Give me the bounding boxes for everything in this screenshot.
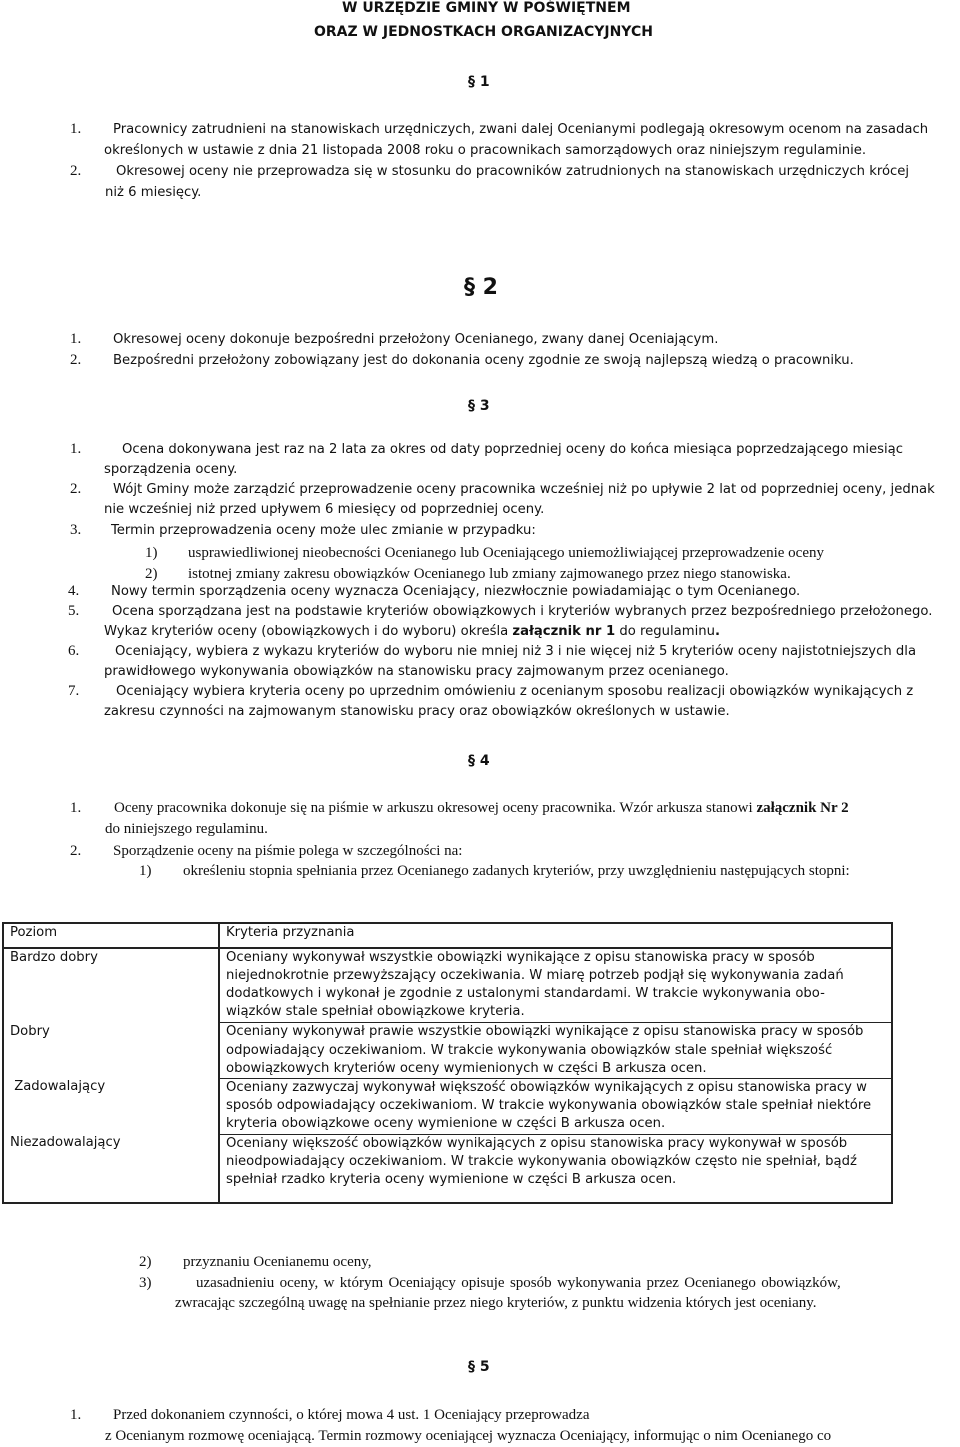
s2-p2: Bezpośredni przełożony zobowiązany jest do dokonania oceny zgodnie ze swoją najlepszą wiedzą o pracowniku. (113, 353, 854, 368)
s4-p1-number: 1. (70, 800, 82, 816)
criteria-line: nieodpowiadający oczekiwaniom. W trakcie wykonywania obowiązków często nie spełniał, bądź (226, 1153, 857, 1169)
s3-p3-item-2-number: 2) (145, 566, 158, 582)
s4-p2-number: 2. (70, 843, 82, 859)
criteria-line: Oceniany większość obowiązków wynikających z opisu stanowiska pracy wykonywał w sposób (226, 1135, 848, 1151)
criteria-line: Oceniany wykonywał wszystkie obowiązki wynikające z opisu stanowiska pracy w sposób (226, 949, 815, 965)
criteria-line: spełniał rzadko kryteria oceny wymienione w części B arkusza ocen. (226, 1171, 677, 1187)
document-heading-line-1: W URZĘDZIE GMINY W POŚWIĘTNEM (342, 0, 631, 16)
s3-p1-number: 1. (70, 441, 82, 457)
s3-p5-number: 5. (68, 603, 80, 619)
criteria-cell (219, 1134, 892, 1203)
table-row (3, 1078, 892, 1134)
s3-p3-number: 3. (70, 522, 82, 538)
criteria-line: obowiązkowych kryteriów oceny wymienionych w części B arkusza ocen. (226, 1060, 707, 1076)
criteria-cell (219, 1023, 892, 1079)
s3-p2-line-2: nie wcześniej niż przed upływem 6 miesięcy od poprzedniej oceny. (104, 502, 545, 517)
s4-p2-item-3-line-1: uzasadnieniu oceny, w którym Oceniający opisuje sposób wykonywania przez Ocenianego obowiązków, (196, 1275, 841, 1291)
criteria-line: Oceniany zazwyczaj wykonywał większość obowiązków wynikających z opisu stanowiska pracy w (226, 1079, 867, 1095)
col-header-level: Poziom (3, 923, 219, 948)
criteria-line: wiązków stale spełniał obowiązkowe kryteria. (226, 1004, 525, 1020)
section-5-title: § 5 (468, 1359, 490, 1375)
s3-p5-line-2-dot: . (714, 624, 720, 639)
s2-p1: Okresowej oceny dokonuje bezpośredni przełożony Ocenianego, zwany danej Oceniającym. (113, 332, 719, 347)
s4-p2-item-3-line-2: zwracając szczególną uwagę na spełnianie przez niego kryteriów, z punktu widzenia których jest oceniany. (175, 1295, 817, 1311)
s4-p2-item-2: przyznaniu Ocenianemu oceny, (183, 1254, 372, 1270)
level-cell: Zadowalający (3, 1078, 219, 1134)
criteria-line: sposób odpowiadający oczekiwaniom. W trakcie wykonywania obowiązków stale spełniał niektóre (226, 1098, 872, 1114)
s3-p5-line-2-text: Wykaz kryteriów oceny (obowiązkowych i do wyboru) określa (104, 624, 513, 639)
table-header-row (3, 923, 892, 948)
s2-p2-number: 2. (70, 352, 82, 368)
s5-p1-line-1: Przed dokonaniem czynności, o której mowa 4 ust. 1 Oceniający przeprowadza (113, 1407, 590, 1423)
s1-p1-line-1: Pracownicy zatrudnieni na stanowiskach urzędniczych, zwani dalej Ocenianymi podlegają okresowym ocenom na zasadach (113, 122, 929, 137)
s4-p1-line-1 (114, 800, 849, 817)
s3-p2-number: 2. (70, 481, 82, 497)
s4-p1-line-1-text: Oceny pracownika dokonuje się na piśmie w arkuszu okresowej oceny pracownika. Wzór arkusza stanowi (114, 800, 757, 816)
s3-p6-line-2: prawidłowego wykonywania obowiązków na stanowisku pracy zajmowanym przez ocenianego. (104, 664, 729, 679)
s3-p2-line-1: Wójt Gminy może zarządzić przeprowadzenie oceny pracownika wcześniej niż po upływie 2 lat od poprzedniej oceny, jednak (113, 482, 935, 497)
s3-p6-line-1: Oceniający, wybiera z wykazu kryteriów do wyboru nie mniej niż 3 i nie więcej niż 5 kryteriów oceny najistotniejszych dla (115, 644, 917, 659)
table-row (3, 948, 892, 1023)
s1-p1-line-2: określonych w ustawie z dnia 21 listopada 2008 roku o pracownikach samorządowych oraz niniejszym regulaminie. (104, 143, 867, 158)
s4-p2-item-3-number: 3) (139, 1275, 152, 1291)
s3-p7-line-1: Oceniający wybiera kryteria oceny po uprzednim omówieniu z ocenianym sposobu realizacji obowiązków wynikających z (116, 684, 914, 699)
s5-p1-number: 1. (70, 1407, 82, 1423)
s4-p2-item-2-number: 2) (139, 1254, 152, 1270)
s3-p1-line-2: sporządzenia oceny. (104, 462, 238, 477)
table-row (3, 1134, 892, 1203)
s5-p1-line-2: z Ocenianym rozmowę oceniającą. Termin rozmowy oceniającej wyznacza Oceniający, informując o nim Ocenianego co (105, 1428, 832, 1444)
criteria-line: niejednokrotnie przewyższający oczekiwania. W miarę potrzeb podjął się wykonywania zadań (226, 968, 844, 984)
s3-p3-item-1: usprawiedliwionej nieobecności Ocenianego lub Oceniającego uniemożliwiającej przeprowadzenie oceny (188, 545, 824, 561)
col-header-criteria: Kryteria przyznania (219, 923, 892, 948)
s3-p7-number: 7. (68, 683, 80, 699)
s4-p2: Sporządzenie oceny na piśmie polega w szczególności na: (113, 843, 463, 859)
s3-p6-number: 6. (68, 643, 80, 659)
s2-p1-number: 1. (70, 331, 82, 347)
s3-p4-number: 4. (68, 583, 80, 599)
criteria-line: dodatkowych i wykonał je zgodnie z ustalonymi standardami. W trakcie wykonywania obo- (226, 986, 825, 1002)
criteria-cell (219, 1078, 892, 1134)
section-4-title: § 4 (468, 753, 490, 769)
section-2-title: § 2 (464, 275, 498, 300)
level-cell: Bardzo dobry (3, 948, 219, 1023)
s3-p3: Termin przeprowadzenia oceny może ulec zmianie w przypadku: (111, 523, 536, 538)
s1-p2-number: 2. (70, 163, 82, 179)
document-heading-line-2: ORAZ W JEDNOSTKACH ORGANIZACYJNYCH (314, 24, 653, 40)
s4-p2-item-1: określeniu stopnia spełniania przez Ocenianego zadanych kryteriów, przy uwzględnieniu następujących stopni: (183, 863, 850, 879)
s3-p3-item-2: istotnej zmiany zakresu obowiązków Ocenianego lub zmiany zajmowanego przez niego stanowiska. (188, 566, 791, 582)
s1-p2-line-1: Okresowej oceny nie przeprowadza się w stosunku do pracowników zatrudnionych na stanowiskach urzędniczych krócej (116, 164, 910, 179)
section-1-title: § 1 (468, 74, 490, 90)
s3-p5-line-2 (104, 624, 720, 639)
s3-p1-line-1: Ocena dokonywana jest raz na 2 lata za okres od daty poprzedniej oceny do końca miesiąca poprzedzającego miesiąc (122, 442, 903, 457)
s3-p3-item-1-number: 1) (145, 545, 158, 561)
s4-p2-item-1-number: 1) (139, 863, 152, 879)
level-cell: Dobry (3, 1023, 219, 1079)
criteria-line: Oceniany wykonywał prawie wszystkie obowiązki wynikające z opisu stanowiska pracy w sposób (226, 1024, 864, 1040)
level-cell: Niezadowalający (3, 1134, 219, 1203)
criteria-line: kryteria obowiązkowe oceny wymienione w części B arkusza ocen. (226, 1116, 666, 1132)
section-3-title: § 3 (468, 398, 490, 414)
attachment-1-ref: załącznik nr 1 (512, 624, 616, 639)
s3-p5-line-1: Ocena sporządzana jest na podstawie kryteriów obowiązkowych i kryteriów wybranych przez bezpośredniego przełożonego. (112, 604, 933, 619)
rating-levels-table (2, 922, 893, 1204)
attachment-2-ref: załącznik Nr 2 (756, 800, 849, 816)
table-row (3, 1023, 892, 1079)
s1-p1-number: 1. (70, 121, 82, 137)
s1-p2-line-2: niż 6 miesięcy. (105, 185, 202, 200)
s3-p5-line-2-tail: do regulaminu (615, 624, 715, 639)
criteria-cell (219, 948, 892, 1023)
s4-p1-line-2: do niniejszego regulaminu. (105, 821, 268, 837)
s3-p4: Nowy termin sporządzenia oceny wyznacza Oceniający, niezwłocznie powiadamiając o tym Ocenianego. (111, 584, 801, 599)
s3-p7-line-2: zakresu czynności na zajmowanym stanowisku pracy oraz obowiązków określonych w ustawie. (104, 704, 730, 719)
criteria-line: odpowiadający oczekiwaniom. W trakcie wykonywania obowiązków stale spełniał większość (226, 1042, 833, 1058)
